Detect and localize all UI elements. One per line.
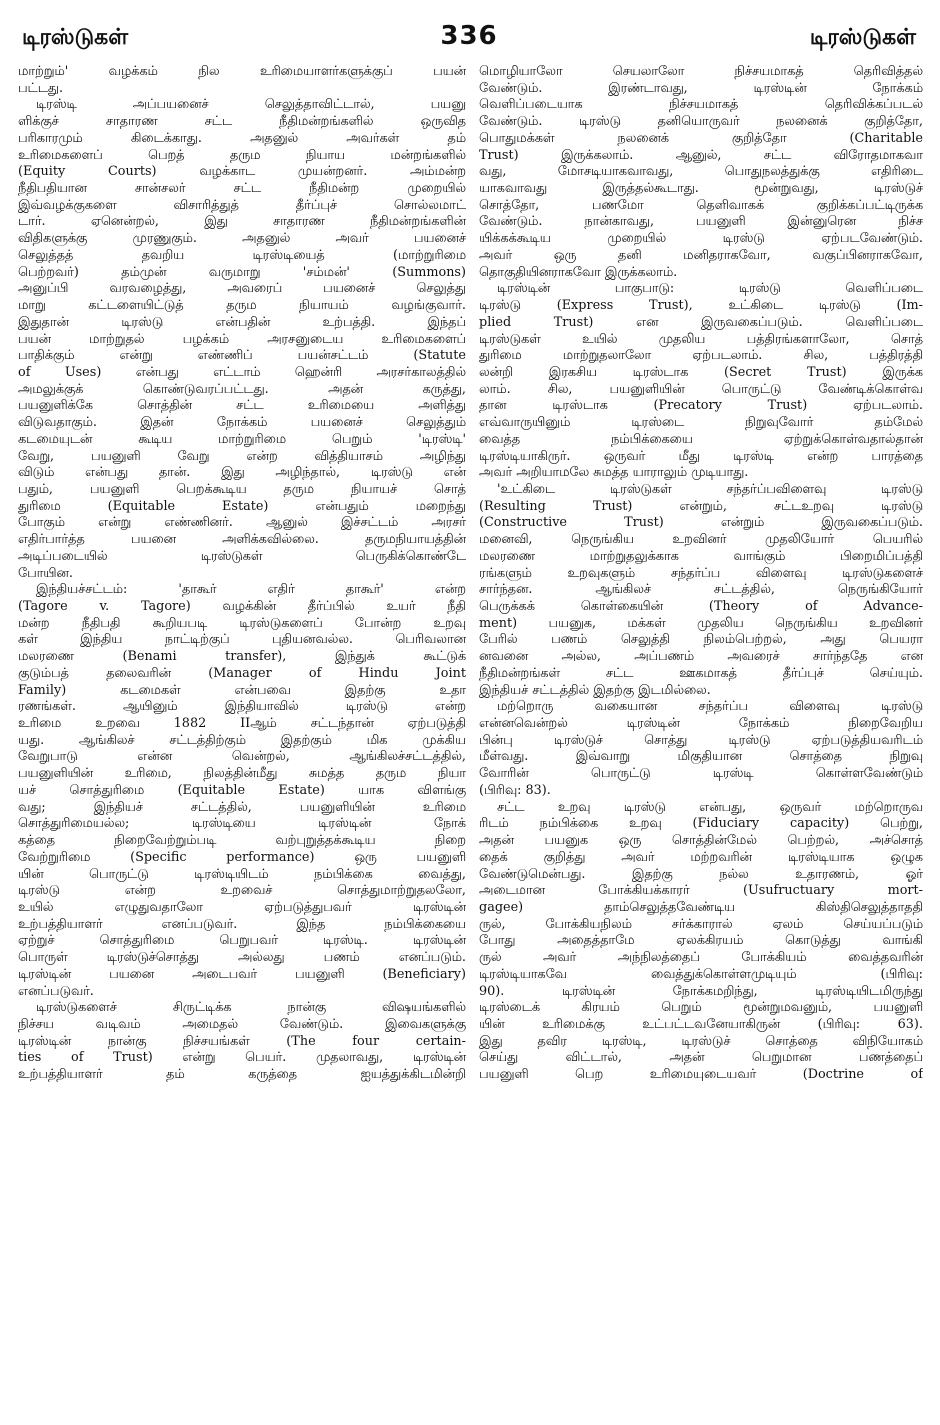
text-line: (Constructive Trust) என்றும் இருவகைப்படும். [479, 515, 923, 531]
text-line: டார். ஏனென்றல், இது சாதாரண நீதிமன்றங்களின் [18, 214, 466, 230]
text-line: பொருள் டிரஸ்டுச்சொத்து அல்லது பணம் எனப்படும். [18, 950, 466, 966]
text-line: டிரஸ்டின் நான்கு நிச்சயங்கள் (The four certain- [18, 1033, 466, 1049]
text-line: டிரஸ்டுகள் உயில் முதலிய பத்திரங்களாலோ, சொத் [479, 331, 923, 347]
text-line: மீள்வது. இவ்வாறு மிகுதியான சொத்தை நிறுவு [479, 749, 923, 765]
text-line: plied Trust) என இருவகைப்படும். வெளிப்படை [479, 314, 923, 330]
text-line: ளிக்குச் சாதாரண சட்ட நீதிமன்றங்களில் ஒருவித [18, 114, 466, 130]
text-line: இந்தியச் சட்டத்தில் இதற்கு இடமில்லை. [479, 682, 711, 698]
text-line: அவர் அறியாமலே சுமத்த யாராலும் முடியாது. [479, 465, 749, 481]
text-line: வேண்டுமென்பது. இதற்கு நல்ல உதாரணம், ஓர் [479, 866, 923, 882]
text-line: (Equity Courts) வழக்காட முயன்றனர். அம்மன்ற [18, 164, 466, 180]
text-line: தைக் குறித்து அவர் மற்றவரின் டிரஸ்டியாக ஒழுக [479, 849, 923, 865]
text-line: வேண்டும். இரண்டாவது, டிரஸ்டின் நோக்கம் [479, 80, 923, 96]
text-line: லன்றி இரகசிய டிரஸ்டாக (Secret Trust) இருக்க [479, 364, 923, 380]
text-line: கத்தை நிறைவேற்றும்படி வற்புறுத்தக்கூடிய நிறை [18, 833, 466, 849]
text-line: வேண்டும். நான்காவது, பயனுளி இன்னுரென நிச்ச [479, 214, 923, 230]
text-line: டிரஸ்டி அப்பயனைச் செலுத்தாவிட்டால், பயனு [36, 97, 466, 113]
text-line: போயின. [18, 565, 73, 581]
text-line: என்னவென்றல் டிரஸ்டின் நோக்கம் நிறைவேறிய [479, 716, 923, 732]
text-line: ment) பயனுக, மக்கள் முதலிய நெருங்கிய உறவினர் [479, 615, 923, 631]
text-line: பயனுளியின் உரிமை, நிலத்தின்மீது சுமத்த தரும நியா [18, 766, 466, 782]
text-line: இவ்வழக்குகளை விசாரித்துத் தீர்ப்புச் சொல்லமாட் [18, 197, 466, 213]
text-line: அவர் ஒரு தனி மனிதராகவோ, வகுப்பினராகவோ, [479, 247, 923, 263]
text-line: வேறு, பயனுளி வேறு என்ற வித்தியாசம் அழிந்து [18, 448, 466, 464]
text-line: ருல், போக்கியநிலம் சர்க்காரால் ஏலம் செய்யப்படும் [479, 916, 923, 932]
text-line: அடிப்படையில் டிரஸ்டுகள் பெருகிக்கொண்டே [18, 548, 466, 564]
text-line: மனைவி, நெருங்கிய உறவினர் முதலியோர் பெயரில் [479, 532, 923, 548]
text-line: யின் பொருட்டு டிரஸ்டியிடம் நம்பிக்கை வைத்து, [18, 866, 466, 882]
text-line: பரிகாரமும் கிடைக்காது. அதனுல் அவர்கள் தம் [18, 130, 466, 146]
text-line: டிரஸ்டியாகிருர். ஒருவர் மீது டிரஸ்டி என்ற பாரத்தை [479, 448, 923, 464]
text-line: மாற்றும்' வழக்கம் நில உரிமையாளர்களுக்குப் பயன் [18, 64, 466, 79]
text-line: of Uses) என்பது எட்டாம் ஹென்ரி அரசர்காலத்தில் [18, 364, 466, 380]
text-line: யிக்கக்கூடிய முறையில் டிரஸ்டு ஏற்படவேண்டும். [479, 231, 923, 247]
text-line: வேற்றுரிமை (Specific performance) ஒரு பயனுளி [18, 849, 466, 865]
text-line: 90). டிரஸ்டின் நோக்கமறிந்து, டிரஸ்டியிடமிருந்து [479, 983, 923, 999]
text-line: அமலுக்குக் கொண்டுவரப்பட்டது. அதன் கருத்து, [18, 381, 466, 397]
text-line: மலரணை மாற்றுதலுக்காக வாங்கும் பிறைமிப்பத்தி [479, 548, 923, 564]
text-line: டிரஸ்டைக் கிரயம் பெறும் மூன்றுமவனும், பயனுளி [479, 1000, 923, 1016]
text-line: உரிமை உறவை 1882 IIஆம் சட்டந்தான் ஏற்படுத்தி [18, 716, 466, 732]
text-line: நிச்சய வடிவம் அமைதல் வேண்டும். இவைகளுக்கு [18, 1016, 466, 1032]
text-line: வோரின் பொருட்டு டிரஸ்டி கொள்ளவேண்டும் [479, 766, 923, 782]
text-line: செலுத்தத் தவறிய டிரஸ்டியைத் (மாற்றுரிமை [18, 247, 466, 263]
text-line: எனப்படுவர். [18, 983, 94, 999]
text-line: நீதிமன்றங்கள் சட்ட ஊகமாகத் தீர்ப்புச் செய்யும். [479, 665, 923, 681]
running-head-left: டிரஸ்டுகள் [22, 25, 129, 50]
page-number: 336 [440, 21, 498, 51]
text-line: டிரஸ்டியாகவே வைத்துக்கொள்ளமுடியும் (பிரிவு: [479, 966, 923, 982]
text-line: செய்து விட்டால், அதன் பெறுமான பணத்தைப் [479, 1050, 923, 1066]
text-line: போது அதைத்தாமே ஏலக்கிரயம் கொடுத்து வாங்கி [479, 933, 923, 949]
text-line: சொத்துரிமையல்ல; டிரஸ்டியை டிரஸ்டின் நோக் [18, 816, 466, 832]
text-line: Family) கடமைகள் என்பவை இதற்கு உதா [18, 682, 466, 698]
text-line: மற்றொரு வகையான சந்தர்ப்ப விளைவு டிரஸ்டு [497, 699, 923, 715]
text-line: ஏற்றுச் சொத்துரிமை பெறுபவர் டிரஸ்டி. டிரஸ்டின் [18, 933, 466, 949]
text-line: யச் சொத்துரிமை (Equitable Estate) யாக விளங்கு [18, 782, 466, 798]
text-line: உரிமைகளைப் பெறத் தரும நியாய மன்றங்களில் [18, 147, 466, 163]
text-line: கடமையுடன் கூடிய மாற்றுரிமை பெறும் 'டிரஸ்டி' [18, 431, 466, 447]
left-column [18, 64, 466, 1404]
text-line: பொதுமக்கள் நலனைக் குறித்தோ (Charitable [479, 130, 923, 146]
text-line: தொகுதியினராகவோ இருக்கலாம். [479, 264, 678, 280]
text-line: பாதிக்கும் என்று எண்ணிப் பயன்சட்டம் (Statute [18, 348, 466, 364]
text-line: கள் இந்திய நாட்டிற்குப் புதியனவல்ல. பெரிவலான [18, 632, 466, 648]
text-line: துரிமை (Equitable Estate) என்பதும் மறைந்து [18, 498, 466, 514]
text-line: லாம். சில, பயனுளியின் பொருட்டு வேண்டிக்கொள்வ [479, 381, 923, 397]
text-line: துரிமை மாற்றுதலாலோ ஏற்படலாம். சில, பத்திரத்தி [479, 348, 923, 364]
text-line: இது தவிர டிரஸ்டி, டிரஸ்டுச் சொத்தை விநியோகம் [479, 1033, 923, 1049]
text-line: வேறுபாடு என்ன வென்றல், ஆங்கிலச்சட்டத்தில், [18, 749, 466, 765]
text-line: சொத்தோ, பணமோ தெளிவாகக் குறிக்கப்பட்டிருக்க [479, 197, 923, 213]
text-line: அனுப்பி வரவழைத்து, அவரைப் பயனைச் செலுத்து [18, 281, 466, 297]
text-line: இந்தியச்சட்டம்: 'தாகூர் எதிர் தாகூர்' என்ற [36, 582, 466, 598]
text-line: உயில் எழுதுவதாலோ ஏற்படுத்துபவர் டிரஸ்டின் [18, 899, 466, 915]
text-line: வெளிப்படையாக நிச்சயமாகத் தெரிவிக்கப்படல் [479, 97, 923, 113]
text-line: பெருக்கக் கொள்கையின் (Theory of Advance- [479, 599, 923, 614]
text-line: ரங்களும் உறவுகளும் சந்தர்ப்ப விளைவு டிரஸ்டுகளைச் [479, 565, 923, 581]
text-line: எவ்வாருயினும் டிரஸ்டை நிறுவுவோர் தம்மேல் [479, 415, 923, 431]
right-column [479, 64, 923, 1404]
text-line: விடும் என்பது தான். இது அழிந்தால், டிரஸ்டு என் [18, 465, 466, 481]
text-line: டிரஸ்டு (Express Trust), உட்கிடை டிரஸ்டு (Im- [479, 298, 923, 314]
text-line: பயன் மாற்றுதல் பழக்கம் அரசனுடைய உரிமைகளைப் [18, 331, 466, 347]
text-line: விடுவதாகும். இதன் நோக்கம் பயனைச் செலுத்தும் [18, 415, 466, 431]
text-line: னவனை அல்ல, அப்பணம் அவரைச் சார்ந்ததே என [479, 649, 923, 665]
text-line: யது. ஆங்கிலச் சட்டத்திற்கும் இதற்கும் மிக முக்கிய [18, 732, 466, 748]
text-line: எதிர்பார்த்த பயனை அளிக்கவில்லை. தருமநியாயத்தின் [18, 532, 466, 548]
text-line: (Tagore v. Tagore) வழக்கின் தீர்ப்பில் உயர் நீதி [18, 599, 466, 614]
text-line: குடும்பத் தலைவரின் (Manager of Hindu Joint [18, 665, 466, 681]
text-line: யாகவாவது இருத்தல்கூடாது. மூன்றுவது, டிரஸ்டுச் [479, 181, 923, 197]
text-line: யின் உரிமைக்கு உட்பட்டவனேயாகிருன் (பிரிவு: 63). [479, 1016, 923, 1032]
text-line: பின்பு டிரஸ்டுச் சொத்து டிரஸ்டு ஏற்படுத்தியவரிடம் [479, 732, 923, 748]
text-line: டிரஸ்டின் பாகுபாடு: டிரஸ்டு வெளிப்படை [497, 281, 923, 297]
text-line: உற்பத்தியாளர் தம் கருத்தை ஐயத்துக்கிடமின்றி [18, 1067, 466, 1083]
text-line: மன்ற நீதிபதி கூறியபடி டிரஸ்டுகளைப் போன்ற உறவு [18, 615, 466, 631]
text-line: உற்பத்தியாளர் எனப்படுவர். இந்த நம்பிக்கையை [18, 916, 466, 932]
text-line: (Resulting Trust) என்றும், சட்டஉறவு டிரஸ்டு [479, 498, 923, 514]
text-line: தான டிரஸ்டாக (Precatory Trust) ஏற்படலாம். [479, 398, 923, 414]
text-line: 'உட்கிடை டிரஸ்டுகள் சந்தர்ப்பவிளைவு டிரஸ்டு [497, 481, 923, 497]
text-line: பயனுளி பெற உரிமையுடையவர் (Doctrine of [479, 1067, 923, 1083]
text-line: பயனுளிக்கே சொத்தின் சட்ட உரிமையை அளித்து [18, 398, 466, 414]
text-line: மாறு கட்டளையிட்டுத் தரும நியாயம் வழங்குவார். [18, 298, 466, 314]
text-line: ரிடம் நம்பிக்கை உறவு (Fiduciary capacity) பெற்று, [479, 816, 923, 832]
text-line: சட்ட உறவு டிரஸ்டு என்பது, ஒருவர் மற்றொருவ [497, 799, 923, 815]
text-line: Trust) இருக்கலாம். ஆனுல், சட்ட விரோதமாகவா [479, 147, 923, 163]
text-line: ரணங்கள். ஆயினும் இந்தியாவில் டிரஸ்டு என்ற [18, 699, 466, 715]
text-line: வது; இந்தியச் சட்டத்தில், பயனுளியின் உரிமை [18, 799, 466, 815]
text-line: ties of Trust) என்று பெயர். முதலாவது, டிரஸ்டின் [18, 1050, 466, 1066]
text-line: மலரணை (Benami transfer), இந்துக் கூட்டுக் [18, 649, 466, 665]
text-line: சார்ந்தன. ஆங்கிலச் சட்டத்தில், நெருங்கியோர் [479, 582, 923, 598]
text-line: வேண்டும். டிரஸ்டு தனியொருவர் நலனைக் குறித்தோ, [479, 114, 923, 130]
text-line: டிரஸ்டுகளைச் சிருட்டிக்க நான்கு விஷயங்களில் [36, 1000, 466, 1016]
text-line: விதிகளுக்கு முரணுகும். அதனுல் அவர் பயனைச் [18, 231, 466, 247]
text-line: பட்டது. [18, 80, 64, 96]
text-line: போகும் என்று எண்ணினர். ஆனுல் இச்சட்டம் அரசர் [18, 515, 466, 531]
page-header [22, 21, 916, 58]
text-line: அதன் பயனுக ஒரு சொத்தின்மேல் பெற்றல், அச்சொத் [479, 833, 923, 849]
text-line: டிரஸ்டின் பயனை அடைபவர் பயனுளி (Beneficiary) [18, 966, 466, 982]
text-line: டிரஸ்டு என்ற உறவைச் சொத்துமாற்றுதலலோ, [18, 883, 466, 899]
text-line: ருல் அவர் அந்நிலத்தைப் போக்கியம் வைத்தவரின் [479, 950, 923, 966]
text-line: அடைமான போக்கியக்காரர் (Usufructuary mort- [479, 883, 923, 899]
text-line: நீதிபதியான சான்சலர் சட்ட நீதிமன்ற முறையில் [18, 181, 466, 197]
text-line: பேரில் பணம் செலுத்தி நிலம்பெற்றல், அது பெயரா [479, 632, 923, 648]
text-line: gagee) தாம்செலுத்தவேண்டிய கிஸ்திசெலுத்தாததி [479, 899, 923, 915]
text-line: இதுதான் டிரஸ்டு என்பதின் உற்பத்தி. இந்தப் [18, 314, 466, 330]
text-line: மொழியாலோ செயலாலோ நிச்சயமாகத் தெரிவித்தல் [479, 64, 923, 79]
text-line: (பிரிவு: 83). [479, 782, 551, 798]
running-head-right: டிரஸ்டுகள் [809, 25, 916, 50]
text-line: பதும், பயனுளி பெறக்கூடிய தரும நியாயச் சொத் [18, 481, 466, 497]
text-line: வது, மோசடியாகவாவது, பொதுநலத்துக்கு எதிரிடை [479, 164, 923, 180]
text-line: பெற்றவர்) தம்முன் வருமாறு 'சம்மன்' (Summons) [18, 264, 466, 280]
text-line: வைத்த நம்பிக்கையை ஏற்றுக்கொள்வதால்தான் [479, 431, 923, 447]
